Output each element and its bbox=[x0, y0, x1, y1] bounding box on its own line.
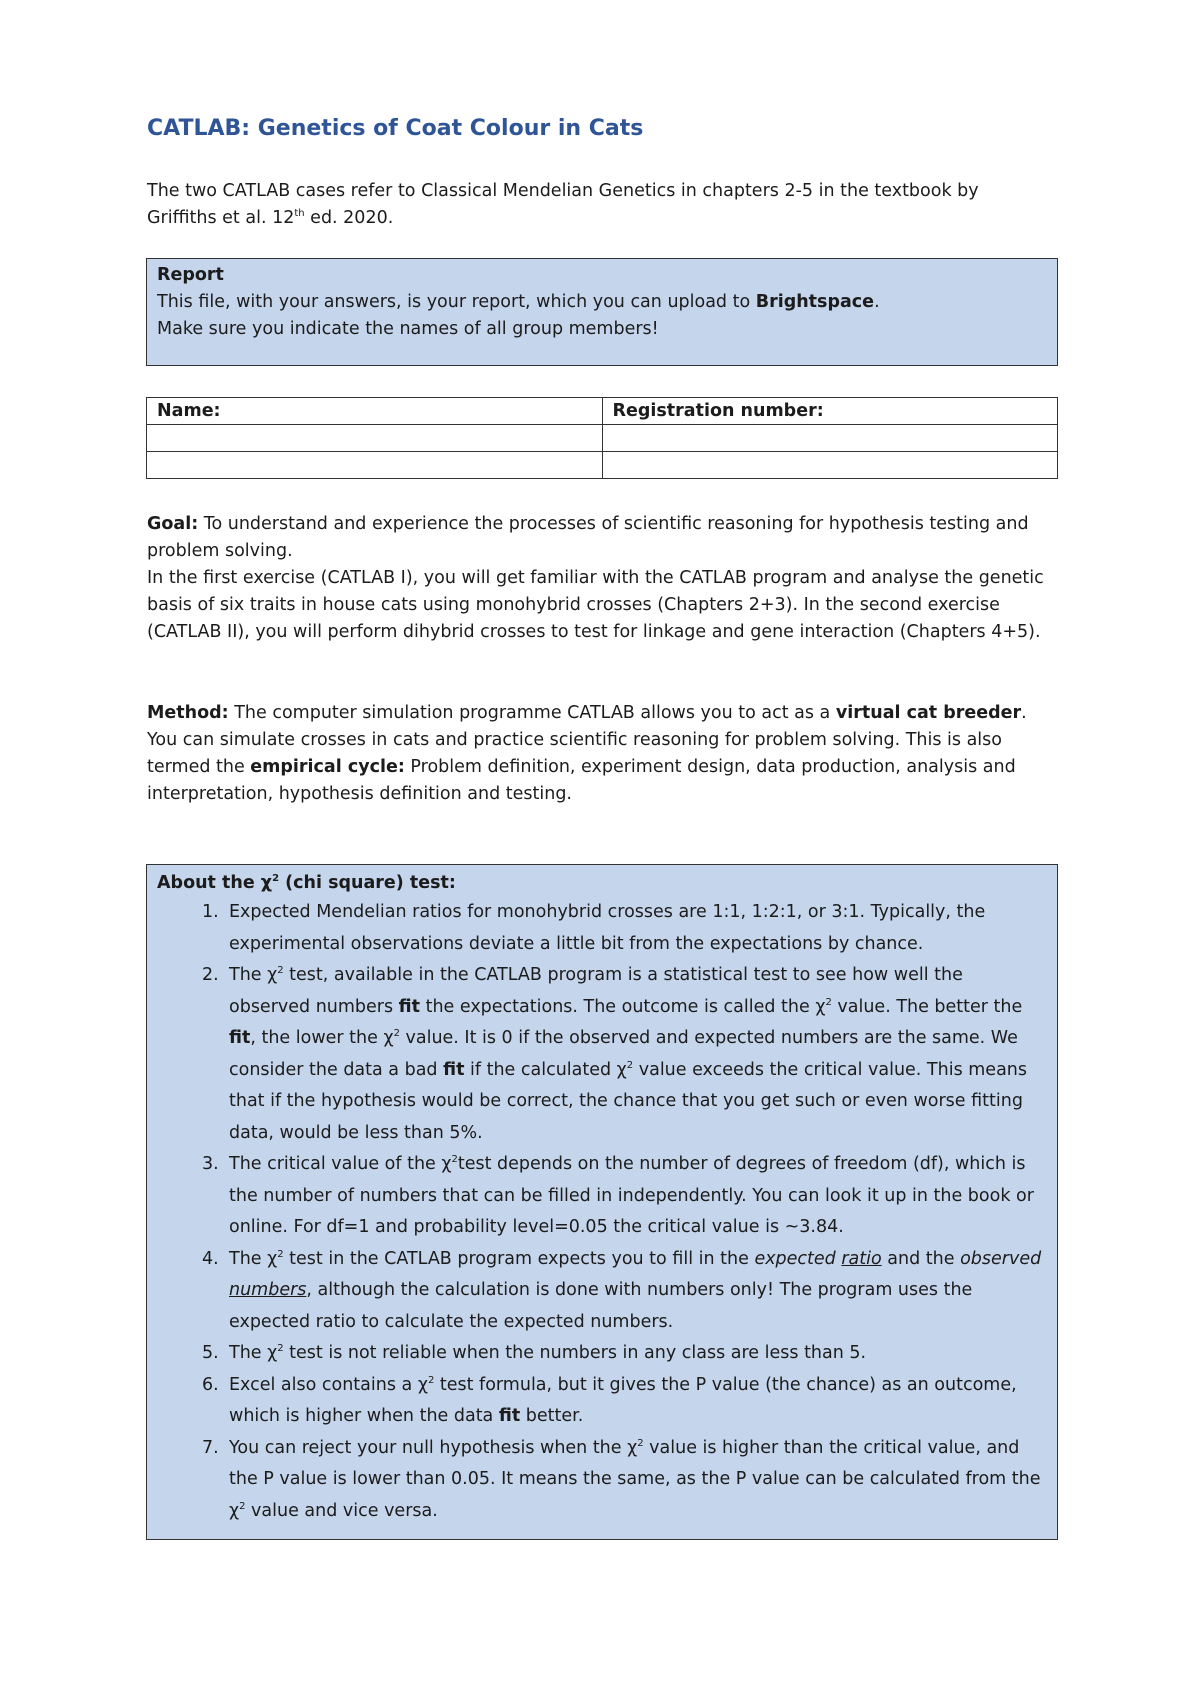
registration-column-header: Registration number: bbox=[602, 398, 1058, 425]
chi-square-heading: About the $\chi^2$ (chi square) test: bbox=[157, 873, 456, 893]
list-item: 6. Excel also contains a $\chi^2$ test formula, but it gives the P value (the chance) as an outcome, which is higher when the data fit better. bbox=[202, 1374, 1017, 1426]
list-item: 1. Expected Mendelian ratios for monohybrid crosses are 1:1, 1:2:1, or 3:1. Typically, the experimental observations deviate a little bit from the expectations by chance. bbox=[202, 902, 986, 954]
names-table bbox=[146, 397, 1058, 479]
list-item: 2. The $\chi^2$ test, available in the CATLAB program is a statistical test to see how well the observed numbers fit the expectations. The outcome is called the $\chi^2$ value. The better the fit, the lower the $\chi^2$ value. It is 0 if the observed and expected numbers are the same. We consider the data a bad fit if the calculated $\chi^2$ value exceeds the critical value. This means that if the hypothesis would be correct, the chance that you get such or even worse fitting data, would be less than 5%. bbox=[202, 965, 1027, 1143]
chi-square-info-box bbox=[146, 864, 1058, 1540]
name-cell-2[interactable] bbox=[147, 452, 603, 479]
method-paragraph: Method: The computer simulation programme CATLAB allows you to act as a virtual cat breeder. You can simulate crosses in cats and practice scientific reasoning for problem solving. This is also termed the empirical cycle: Problem definition, experiment design, data production, analysis and interpretation, hypothesis definition and testing. bbox=[147, 703, 1027, 804]
registration-cell-1[interactable] bbox=[602, 425, 1058, 452]
report-line-1: This file, with your answers, is your report, which you can upload to Brightspace. bbox=[157, 292, 880, 312]
list-item: 3. The critical value of the $\chi^2test$ depends on the number of degrees of freedom (df), which is the number of numbers that can be filled in independently. You can look it up in the book or online. For df=1 and probability level=0.05 the critical value is ~3.84. bbox=[202, 1154, 1034, 1237]
report-box bbox=[146, 258, 1058, 366]
list-item: 7. You can reject your null hypothesis when the $\chi^2$ value is higher than the critical value, and the P value is lower than 0.05. It means the same, as the P value can be calculated from the $\chi^2$ value and vice versa. bbox=[202, 1437, 1041, 1521]
report-heading: Report bbox=[157, 265, 224, 285]
name-column-header: Name: bbox=[147, 398, 603, 425]
goal-paragraph: Goal: To understand and experience the processes of scientific reasoning for hypothesis testing and problem solving. In the first exercise (CATLAB I), you will get familiar with the CATLAB program and analyse the genetic basis of six traits in house cats using monohybrid crosses (Chapters 2+3). In the second exercise (CATLAB II), you will perform dihybrid crosses to test for linkage and gene interaction (Chapters 4+5). bbox=[147, 514, 1044, 642]
list-item: 4. The $\chi^2$ test in the CATLAB program expects you to fill in the expected ratio and the observed numbers, although the calculation is done with numbers only! The program uses the expected ratio to calculate the expected numbers. bbox=[202, 1248, 1042, 1332]
report-line-2: Make sure you indicate the names of all group members! bbox=[157, 319, 659, 339]
document-title: CATLAB: Genetics of Coat Colour in Cats bbox=[147, 116, 644, 141]
registration-cell-2[interactable] bbox=[602, 452, 1058, 479]
list-item: 5. The $\chi^2$ test is not reliable when the numbers in any class are less than 5. bbox=[202, 1343, 867, 1363]
intro-paragraph: The two CATLAB cases refer to Classical Mendelian Genetics in chapters 2-5 in the textbook by Griffiths et al. 12th ed. 2020. bbox=[147, 181, 979, 228]
chi-square-list bbox=[157, 897, 1047, 1527]
name-cell-1[interactable] bbox=[147, 425, 603, 452]
